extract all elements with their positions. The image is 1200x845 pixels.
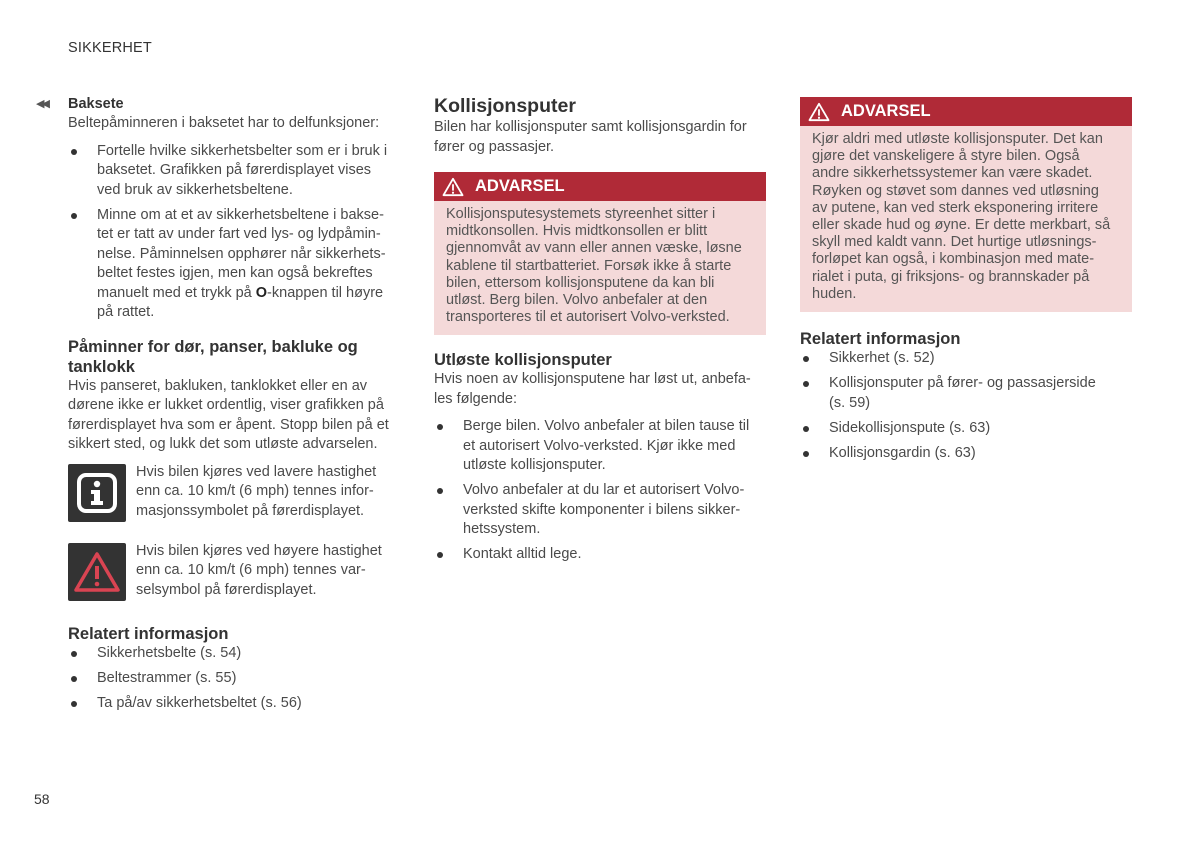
related-list [68,644,404,714]
related-title: Relatert informasjon [68,624,229,643]
bullet-icon [71,651,77,657]
bullet-icon [803,356,809,362]
baksete-title: Baksete [68,96,124,112]
column-1 [68,94,404,719]
list-item: Minne om at et av sikkerhetsbeltene i bakse- tet er tatt av under fart ved lys- og lydpåmin- nelse. Påminnelsen opphører når sikkerhets- beltet festes igjen, men kan også bekreftes manuelt med et trykk på O-knappen til høyre på rattet. [68,206,404,323]
related-link[interactable]: Sidekollisjonspute (s. 63) [800,419,1132,439]
warning-text: Kollisjonsputesystemets styreenhet sitter i midtkonsollen. Hvis midtkonsollen er blitt gjennomvåt av vann eller annen væske, løsne kablene til startbatteriet. Forsøk ikke å starte bilen, ettersom kollisjonsputene da kan bli utløst. Berg bilen. Volvo anbefaler at den transporteres til et autorisert Volvo-verksted. [446,206,742,326]
deployed-intro: Hvis noen av kollisjonsputene har løst ut, anbefa- les følgende: [434,371,751,407]
related-link[interactable]: Kollisjonsputer på fører- og passasjerside (s. 59) [800,374,1132,413]
bullet-icon [803,451,809,457]
deployed-title: Utløste kollisjonsputer [434,351,612,370]
related-link[interactable]: Sikkerhetsbelte (s. 54) [68,644,404,664]
warning-box [434,172,766,335]
warning-row [68,542,404,601]
related-link[interactable]: Sikkerhet (s. 52) [800,349,1132,369]
bullet-icon [71,676,77,682]
section-header: SIKKERHET [68,40,152,56]
related-link[interactable]: Kollisjonsgardin (s. 63) [800,444,1132,464]
bullet-icon [71,701,77,707]
baksete-intro: Beltepåminneren i baksetet har to delfunksjoner: [68,115,380,131]
info-row [68,463,404,522]
warning-symbol-text: Hvis bilen kjøres ved høyere hastighet enn ca. 10 km/t (6 mph) tennes var- selsymbol på førerdisplayet. [136,542,382,598]
column-3 [800,94,1132,469]
related-list [800,349,1132,463]
deployed-bullets [434,417,770,565]
warning-header: ADVARSEL [800,97,1132,126]
warning-box [800,97,1132,312]
warning-triangle-icon [808,102,830,122]
baksete-bullets [68,142,404,323]
page-number: 58 [34,791,50,807]
info-icon [68,464,126,522]
warning-text: Kjør aldri med utløste kollisjonsputer. Det kan gjøre det vanskeligere å styre bilen. Også andre sikkerhetssystemer kan være skadet. Røyken og støvet som dannes ved utløsning av putene, kan ved sterk eksponering irritere eller skade hud og øyne. Er dette merkbart, så skyll med kaldt vann. Det hurtige utløsnings- forløpet kan også, i kombinasjon med mate- rialet i puta, gi friksjons- og brannskader på huden. [812,131,1111,302]
warning-triangle-icon [68,543,126,601]
door-reminder-title: Påminner for dør, panser, bakluke og tanklokk [68,337,358,376]
list-item: Fortelle hvilke sikkerhetsbelter som er i bruk i baksetet. Grafikken på førerdisplayet vises ved bruk av sikkerhetsbeltene. [68,142,404,201]
airbags-title: Kollisjonsputer [434,95,576,117]
bullet-icon [437,424,443,430]
related-link[interactable]: Ta på/av sikkerhetsbeltet (s. 56) [68,694,404,714]
column-2 [434,94,770,570]
list-item: Kontakt alltid lege. [434,545,770,565]
continue-arrows-icon: ◀◀ [36,98,47,110]
warning-header: ADVARSEL [434,172,766,201]
bullet-icon [71,149,77,155]
related-title: Relatert informasjon [800,330,961,349]
bullet-icon [803,381,809,387]
bullet-icon [437,552,443,558]
o-button-label: O [255,284,268,301]
airbags-intro: Bilen har kollisjonsputer samt kollisjonsgardin for fører og passasjer. [434,119,747,155]
info-text: Hvis bilen kjøres ved lavere hastighet enn ca. 10 km/t (6 mph) tennes infor- masjonssymbolet på førerdisplayet. [136,463,377,519]
bullet-icon [437,488,443,494]
bullet-icon [71,213,77,219]
list-item: Berge bilen. Volvo anbefaler at bilen tause til et autorisert Volvo-verksted. Kjør ikke med utløste kollisjonsputer. [434,417,770,476]
related-link[interactable]: Beltestrammer (s. 55) [68,669,404,689]
bullet-icon [803,426,809,432]
list-item: Volvo anbefaler at du lar et autorisert Volvo- verksted skifte komponenter i bilens sikker- hetssystem. [434,481,770,540]
warning-triangle-icon [442,177,464,197]
door-reminder-text: Hvis panseret, bakluken, tanklokket eller en av dørene ikke er lukket ordentlig, viser grafikken på førerdisplayet hva som er åpent. Stopp bilen på et sikkert sted, og lukk det som utløste advarselen. [68,377,389,452]
